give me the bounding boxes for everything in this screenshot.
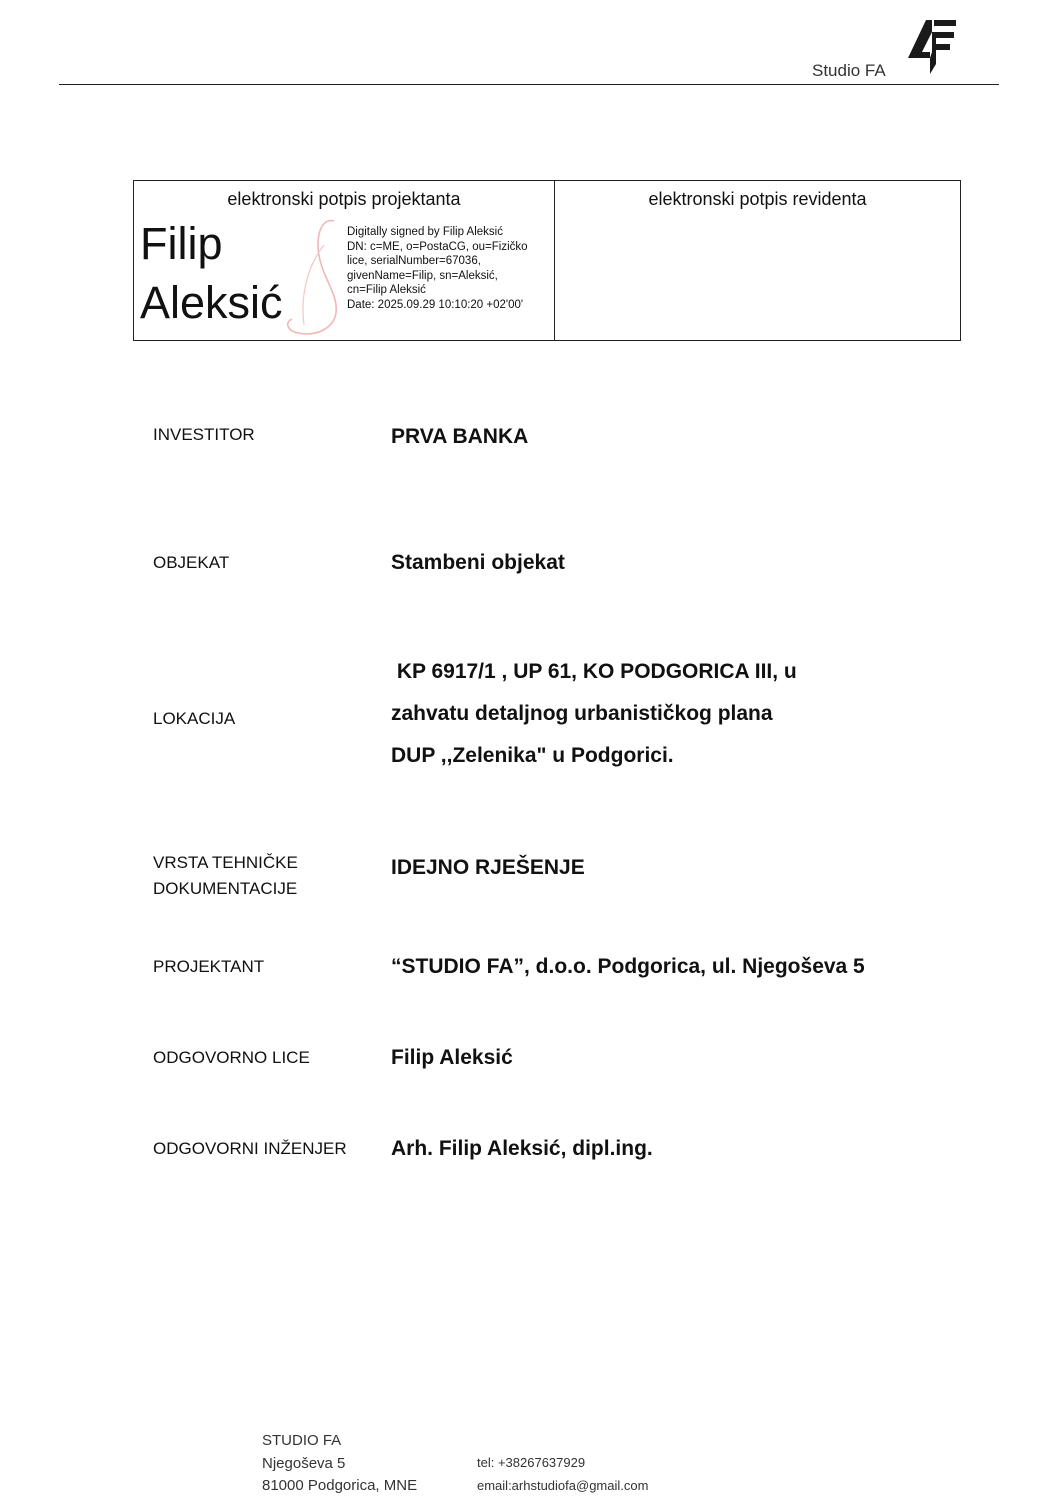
signature-detail-line: givenName=Filip, sn=Aleksić, xyxy=(347,269,498,282)
designer-label: PROJEKTANT xyxy=(153,957,265,976)
responsible-engineer-value: Arh. Filip Aleksić, dipl.ing. xyxy=(391,1137,653,1160)
signature-table xyxy=(133,180,961,341)
signature-detail-line: cn=Filip Aleksić xyxy=(347,284,426,297)
footer-street: Njegoševa 5 xyxy=(262,1455,346,1472)
location-line-1: KP 6917/1 , UP 61, KO PODGORICA III, u xyxy=(391,660,797,683)
reviewer-signature-heading: elektronski potpis revidenta xyxy=(648,189,867,209)
signature-detail-line: lice, serialNumber=67036, xyxy=(347,255,481,268)
doc-type-label-line-1: VRSTA TEHNIČKE xyxy=(153,853,298,872)
doc-type-label-line-2: DOKUMENTACIJE xyxy=(153,879,298,898)
object-value: Stambeni objekat xyxy=(391,551,565,574)
signer-last-name: Aleksić xyxy=(140,277,283,328)
responsible-engineer-label: ODGOVORNI INŽENJER xyxy=(153,1139,347,1158)
digital-signature-details xyxy=(347,225,552,313)
header-divider xyxy=(59,84,999,85)
location-line-3: DUP ,,Zelenika" u Podgorici. xyxy=(391,744,674,767)
doc-type-value: IDEJNO RJEŠENJE xyxy=(391,856,585,879)
signature-detail-line: Date: 2025.09.29 10:10:20 +02'00' xyxy=(347,298,524,311)
header-studio-name: Studio FA xyxy=(812,61,886,80)
investor-value: PRVA BANKA xyxy=(391,425,529,448)
location-label: LOKACIJA xyxy=(153,709,236,728)
footer-company: STUDIO FA xyxy=(262,1432,342,1449)
studio-fa-logo-icon xyxy=(906,18,956,76)
responsible-person-label: ODGOVORNO LICE xyxy=(153,1048,310,1067)
object-label: OBJEKAT xyxy=(153,553,230,572)
footer-email[interactable]: email:arhstudiofa@gmail.com xyxy=(477,1478,649,1493)
location-line-2: zahvatu detaljnog urbanističkog plana xyxy=(391,702,773,725)
signature-detail-line: DN: c=ME, o=PostaCG, ou=Fizičko xyxy=(347,240,528,253)
footer-city: 81000 Podgorica, MNE xyxy=(262,1477,418,1494)
responsible-person-value: Filip Aleksić xyxy=(391,1046,513,1069)
designer-value: “STUDIO FA”, d.o.o. Podgorica, ul. Njegoševa 5 xyxy=(391,955,865,978)
signature-swoosh-icon xyxy=(278,215,348,339)
signer-first-name: Filip xyxy=(140,218,223,269)
investor-label: INVESTITOR xyxy=(153,425,255,444)
signature-detail-line: Digitally signed by Filip Aleksić xyxy=(347,226,503,238)
footer-tel: tel: +38267637929 xyxy=(477,1455,586,1470)
designer-signature-heading: elektronski potpis projektanta xyxy=(227,189,461,209)
